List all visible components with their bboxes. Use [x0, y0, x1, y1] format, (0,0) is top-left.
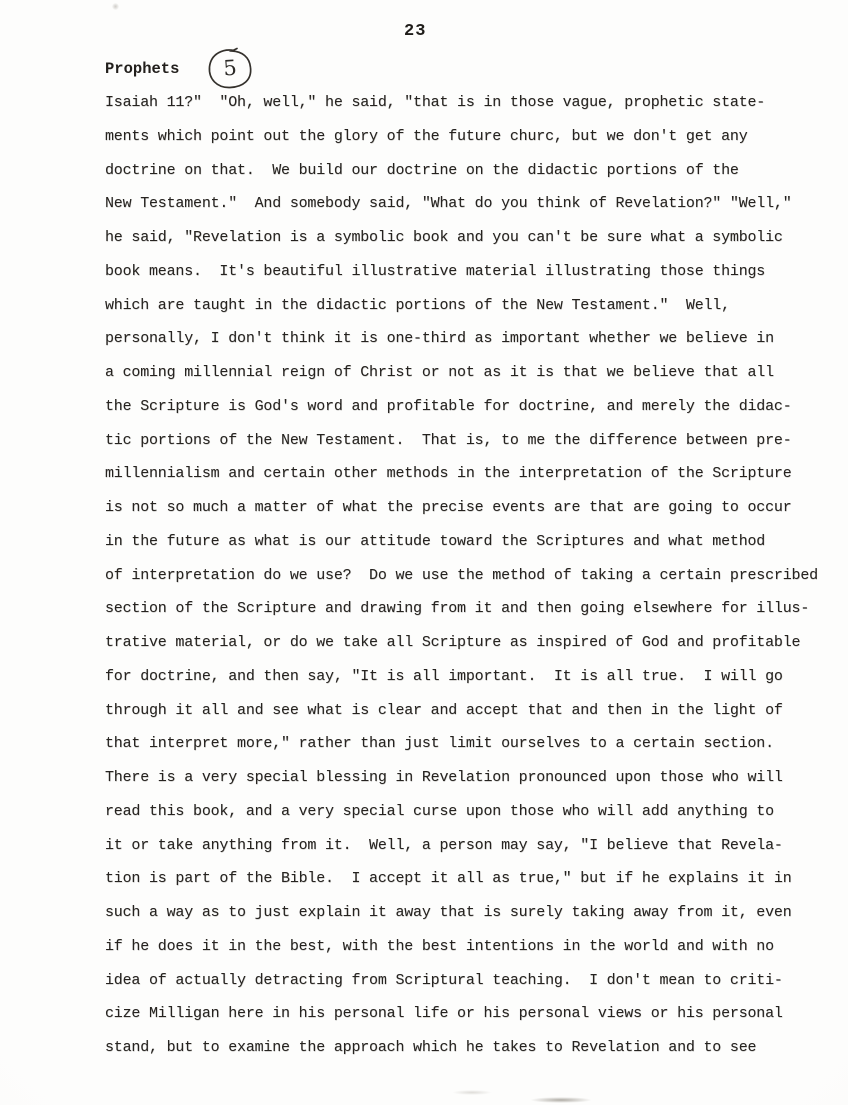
text-line: section of the Scripture and drawing from it and then going elsewhere for illus- — [105, 600, 810, 618]
text-line: millennialism and certain other methods in the interpretation of the Scripture — [105, 465, 792, 483]
text-line: tion is part of the Bible. I accept it all as true," but if he explains it in — [105, 870, 792, 888]
text-line: of interpretation do we use? Do we use the method of taking a certain prescribed — [105, 566, 818, 584]
text-line: book means. It's beautiful illustrative material illustrating those things — [105, 262, 766, 280]
text-line: that interpret more," rather than just limit ourselves to a certain section. — [105, 735, 774, 753]
text-line: the Scripture is God's word and profitable for doctrine, and merely the didac- — [105, 397, 792, 415]
text-line: if he does it in the best, with the best intentions in the world and with no — [105, 937, 774, 955]
text-line: personally, I don't think it is one-third as important whether we believe in — [105, 330, 774, 348]
scan-smudge — [530, 1097, 592, 1103]
text-line: New Testament." And somebody said, "What do you think of Revelation?" "Well," — [105, 195, 792, 213]
running-head: Prophets — [105, 60, 180, 78]
text-line: in the future as what is our attitude toward the Scriptures and what method — [105, 532, 766, 550]
text-line: cize Milligan here in his personal life or his personal views or his personal — [105, 1005, 783, 1023]
text-line: trative material, or do we take all Scripture as inspired of God and profitable — [105, 634, 801, 651]
page-number: 23 — [404, 22, 427, 41]
text-line: ments which point out the glory of the future churc, but we don't get any — [105, 127, 748, 145]
text-line: which are taught in the didactic portions of the New Testament." Well, — [105, 296, 730, 314]
text-line: it or take anything from it. Well, a person may say, "I believe that Revela- — [105, 836, 783, 854]
text-line: for doctrine, and then say, "It is all important. It is all true. I will go — [105, 667, 783, 685]
handwritten-digit: 5 — [222, 55, 238, 81]
text-line: he said, "Revelation is a symbolic book and you can't be sure what a symbolic — [105, 229, 783, 246]
text-line: There is a very special blessing in Revelation pronounced upon those who will — [105, 769, 783, 786]
handwritten-circled-number — [204, 47, 256, 91]
text-line: idea of actually detracting from Scriptural teaching. I don't mean to criti- — [105, 971, 783, 989]
text-line: tic portions of the New Testament. That is, to me the difference between pre- — [105, 431, 792, 449]
text-line: stand, but to examine the approach which he takes to Revelation and to see — [105, 1039, 757, 1056]
scan-smudge — [452, 1090, 492, 1095]
text-line: Isaiah 11?" "Oh, well," he said, "that is in those vague, prophetic state- — [105, 94, 766, 111]
text-line: a coming millennial reign of Christ or not as it is that we believe that all — [105, 364, 774, 381]
text-line: read this book, and a very special curse upon those who will add anything to — [105, 802, 774, 820]
text-line: such a way as to just explain it away that is surely taking away from it, even — [105, 904, 792, 921]
body-text-block — [105, 86, 840, 1065]
text-line: through it all and see what is clear and accept that and then in the light of — [105, 701, 783, 719]
text-line: doctrine on that. We build our doctrine on the didactic portions of the — [105, 161, 739, 179]
text-line: is not so much a matter of what the precise events are that are going to occur — [105, 499, 792, 516]
scan-artifact — [112, 3, 119, 10]
